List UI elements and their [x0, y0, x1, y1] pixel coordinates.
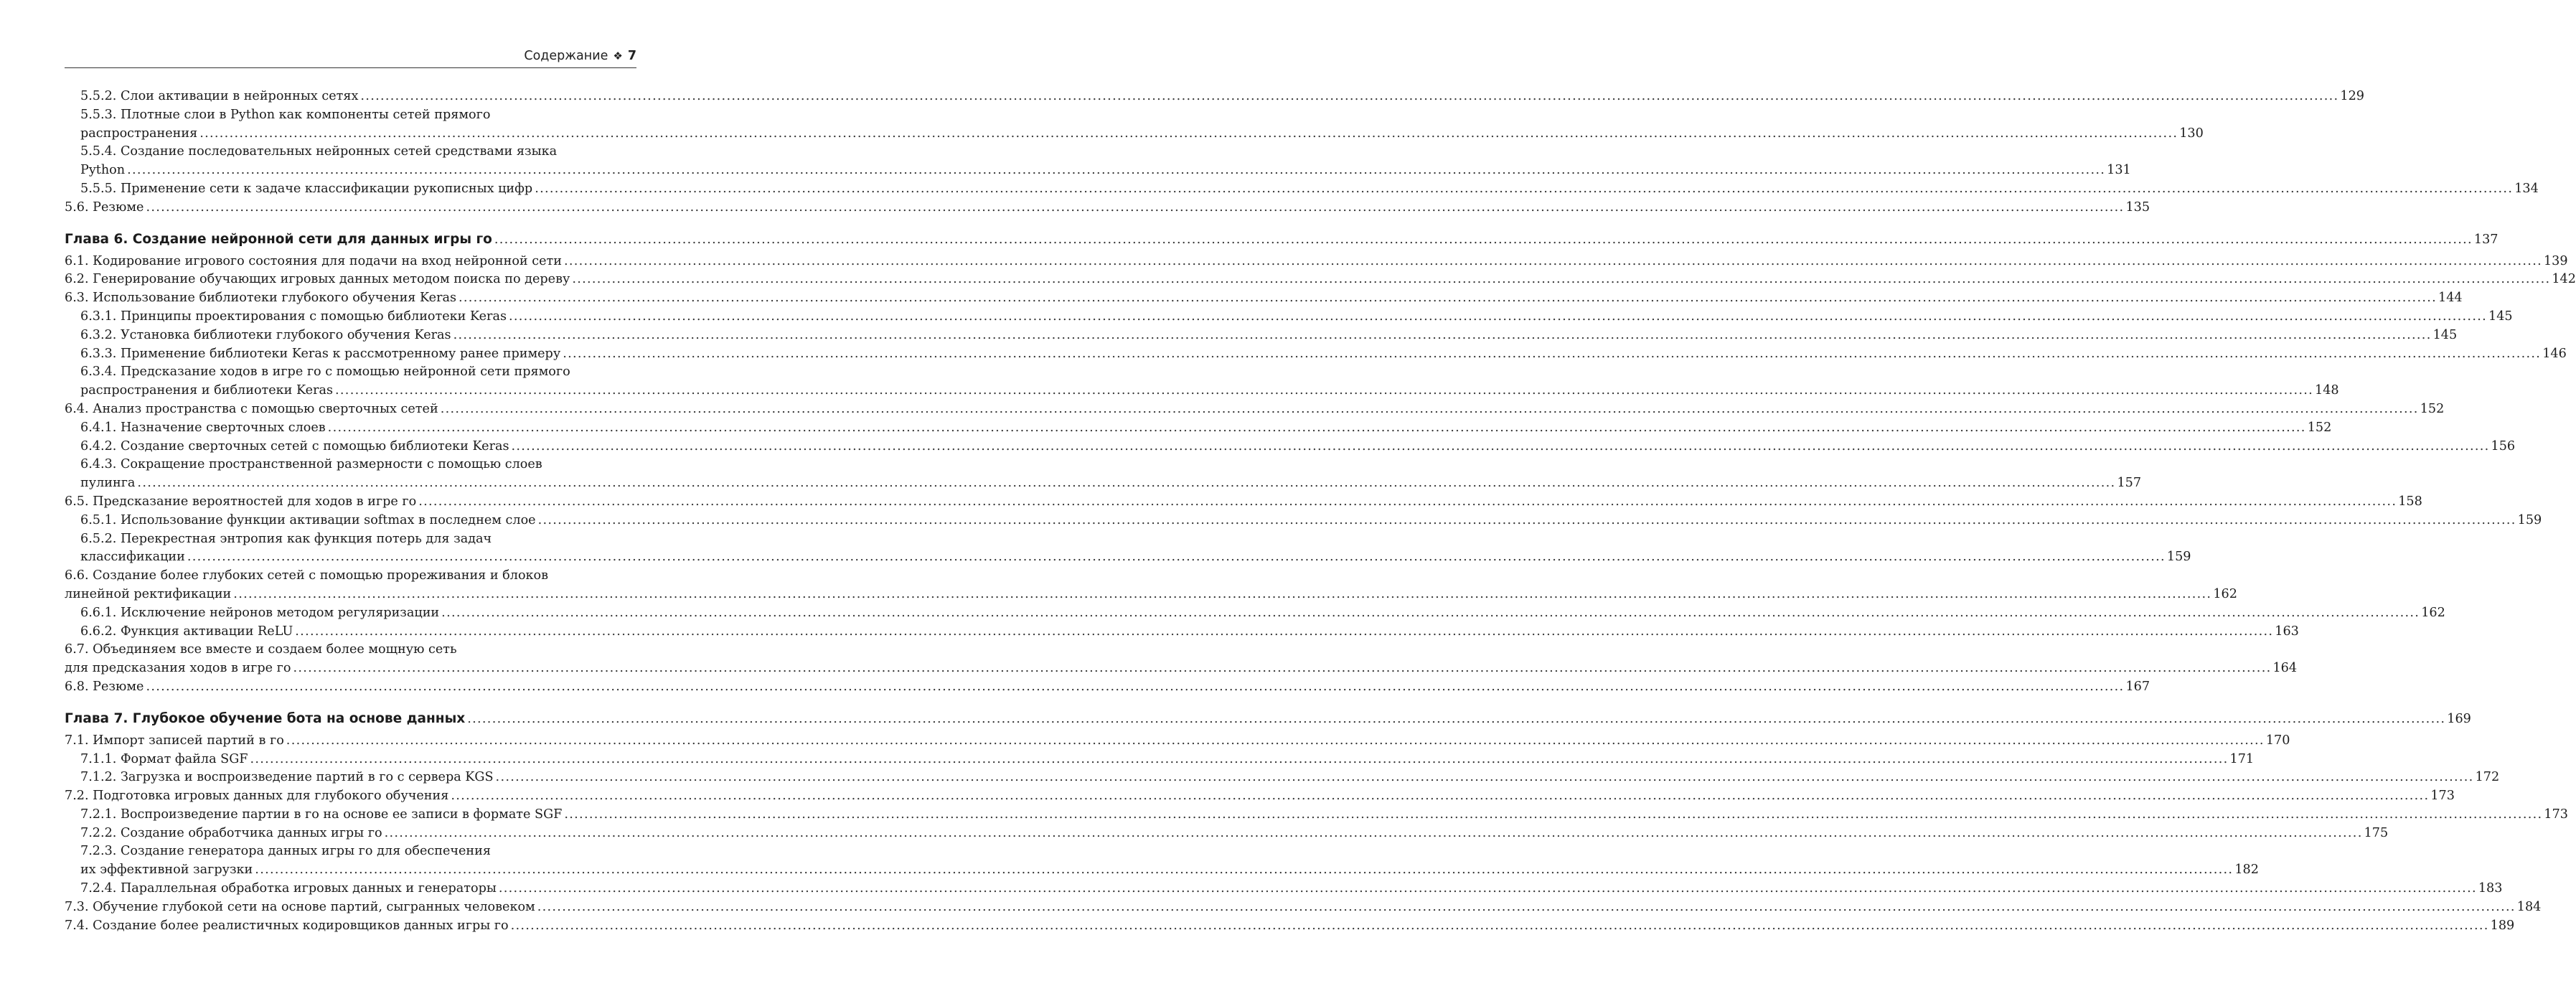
toc-page-number: 167 — [2125, 679, 2150, 694]
dot-leader: ................................................................................................................................................................................................................................................................................................................................................................................................................ — [494, 232, 2473, 247]
toc-page-number: 146 — [2542, 346, 2567, 361]
toc-entry[interactable] — [65, 400, 2445, 419]
dot-leader: ................................................................................................................................................................................................................................................................................................................................................................................................................ — [250, 751, 2229, 766]
toc-page-number: 163 — [2275, 624, 2299, 639]
toc-page-number: 173 — [2430, 789, 2455, 804]
toc-entry-title: пулинга — [80, 476, 136, 491]
dot-leader: ................................................................................................................................................................................................................................................................................................................................................................................................................ — [295, 624, 2274, 639]
toc-page-number: 183 — [2478, 881, 2503, 896]
toc-entry-title-line: 6.3.4. Предсказание ходов в игре го с помощью нейронной сети прямого — [80, 365, 570, 380]
dot-leader: ................................................................................................................................................................................................................................................................................................................................................................................................................ — [563, 253, 2542, 268]
toc-entry[interactable] — [65, 530, 2191, 568]
toc-entry-title: 6.4. Анализ пространства с помощью сверточных сетей — [65, 401, 438, 416]
toc-entry[interactable] — [65, 419, 2332, 438]
toc-entry[interactable] — [65, 326, 2458, 345]
dot-leader: ................................................................................................................................................................................................................................................................................................................................................................................................................ — [563, 346, 2542, 361]
toc-entry-title: 6.5. Предсказание вероятностей для ходов в игре го — [65, 494, 417, 509]
toc-entry[interactable] — [65, 180, 2539, 199]
toc-entry[interactable] — [65, 842, 2259, 880]
toc-entry-title: распространения и библиотеки Keras — [80, 383, 334, 398]
toc-entry-title: 6.3. Использование библиотеки глубокого обучения Keras — [65, 291, 456, 306]
toc-entry[interactable] — [65, 787, 2455, 806]
toc-entry-title-line: 6.7. Объединяем все вместе и создаем более мощную сеть — [65, 642, 457, 657]
toc-entry-title: 5.5.5. Применение сети к задаче классификации рукописных цифр — [80, 181, 533, 196]
dot-leader: ................................................................................................................................................................................................................................................................................................................................................................................................................ — [511, 438, 2490, 454]
dot-leader: ................................................................................................................................................................................................................................................................................................................................................................................................................ — [137, 476, 2116, 491]
dot-leader: ................................................................................................................................................................................................................................................................................................................................................................................................................ — [418, 494, 2397, 509]
toc-page-number: 135 — [2125, 199, 2150, 215]
dot-leader: ................................................................................................................................................................................................................................................................................................................................................................................................................ — [510, 918, 2489, 933]
dot-leader: ................................................................................................................................................................................................................................................................................................................................................................................................................ — [441, 605, 2420, 620]
toc-entry-title: 7.2.4. Параллельная обработка игровых данных и генераторы — [80, 881, 497, 896]
toc-entry-title: Python — [80, 163, 126, 178]
dot-leader: ................................................................................................................................................................................................................................................................................................................................................................................................................ — [535, 181, 2514, 196]
toc-entry[interactable] — [65, 898, 2542, 917]
toc-page-number: 145 — [2488, 309, 2513, 324]
dot-leader: ................................................................................................................................................................................................................................................................................................................................................................................................................ — [564, 807, 2543, 822]
toc-entry-title: Глава 6. Создание нейронной сети для данных игры го — [65, 231, 492, 247]
dot-leader: ................................................................................................................................................................................................................................................................................................................................................................................................................ — [451, 789, 2430, 804]
toc-page-number: 156 — [2491, 438, 2516, 454]
toc-page-number: 175 — [2364, 825, 2389, 840]
toc-page-number: 142 — [2552, 272, 2576, 287]
dot-leader: ................................................................................................................................................................................................................................................................................................................................................................................................................ — [459, 291, 2438, 306]
dot-leader: ................................................................................................................................................................................................................................................................................................................................................................................................................ — [498, 881, 2477, 896]
toc-page-number: 169 — [2447, 711, 2471, 726]
dot-leader: ................................................................................................................................................................................................................................................................................................................................................................................................................ — [293, 661, 2272, 676]
toc-entry[interactable] — [65, 512, 2542, 530]
toc-page-number: 170 — [2265, 733, 2290, 748]
dot-leader: ................................................................................................................................................................................................................................................................................................................................................................................................................ — [467, 711, 2446, 726]
toc-page-number: 189 — [2490, 918, 2515, 933]
table-of-contents — [65, 88, 2576, 935]
toc-entry-title-line: 6.5.2. Перекрестная энтропия как функция потерь для задач — [80, 531, 492, 546]
toc-page-number: 159 — [2517, 512, 2542, 527]
toc-page-number: 152 — [2420, 401, 2445, 416]
toc-entry-title: 7.2. Подготовка игровых данных для глубокого обучения — [65, 789, 449, 804]
dot-leader: ................................................................................................................................................................................................................................................................................................................................................................................................................ — [187, 550, 2166, 565]
toc-page-number: 182 — [2234, 863, 2259, 878]
toc-entry-title-line: 5.5.3. Плотные слои в Python как компоненты сетей прямого — [80, 107, 491, 122]
toc-page-number: 162 — [2213, 586, 2237, 601]
toc-entry-title: 7.4. Создание более реалистичных кодировщиков данных игры го — [65, 918, 509, 933]
dot-leader: ................................................................................................................................................................................................................................................................................................................................................................................................................ — [537, 512, 2516, 527]
toc-entry-title: 7.2.1. Воспроизведение партии в го на основе ее записи в формате SGF — [80, 807, 563, 822]
toc-page-number: 162 — [2421, 605, 2445, 620]
dot-leader: ................................................................................................................................................................................................................................................................................................................................................................................................................ — [453, 327, 2432, 342]
toc-entry[interactable] — [65, 806, 2568, 824]
toc-entry-title: 6.3.1. Принципы проектирования с помощью библиотеки Keras — [80, 309, 507, 324]
toc-entry-title: 6.6.2. Функция активации ReLU — [80, 624, 293, 639]
toc-entry-title: линейной ректификации — [65, 586, 232, 601]
toc-entry[interactable] — [65, 769, 2500, 787]
dot-leader: ................................................................................................................................................................................................................................................................................................................................................................................................................ — [127, 163, 2106, 178]
dot-leader: ................................................................................................................................................................................................................................................................................................................................................................................................................ — [146, 679, 2125, 694]
toc-entry-title: 7.3. Обучение глубокой сети на основе партий, сыгранных человеком — [65, 899, 535, 914]
dot-leader: ................................................................................................................................................................................................................................................................................................................................................................................................................ — [255, 863, 2234, 878]
book-page — [65, 0, 2576, 996]
toc-page-number: 157 — [2117, 476, 2142, 491]
toc-chapter-entry[interactable] — [65, 230, 2499, 249]
toc-entry-title-line: 6.6. Создание более глубоких сетей с помощью прореживания и блоков — [65, 568, 549, 583]
toc-entry-title: 7.1. Импорт записей партий в го — [65, 733, 284, 748]
header-page-number: 7 — [627, 49, 636, 63]
toc-entry[interactable] — [65, 289, 2463, 308]
toc-entry[interactable] — [65, 824, 2389, 843]
toc-entry-title: 5.5.2. Слои активации в нейронных сетях — [80, 89, 359, 103]
toc-entry[interactable] — [65, 345, 2567, 364]
toc-entry-title: 6.5.1. Использование функции активации softmax в последнем слое — [80, 512, 536, 527]
toc-page-number: 171 — [2229, 751, 2255, 766]
toc-entry[interactable] — [65, 271, 2576, 289]
toc-entry[interactable] — [65, 678, 2150, 697]
toc-entry-title: 6.4.1. Назначение сверточных слоев — [80, 420, 326, 435]
toc-page-number: 172 — [2475, 770, 2500, 785]
dot-leader: ................................................................................................................................................................................................................................................................................................................................................................................................................ — [286, 733, 2265, 748]
toc-entry[interactable] — [65, 456, 2142, 493]
toc-entry-title-line: 6.4.3. Сокращение пространственной размерности с помощью слоев — [80, 457, 542, 472]
toc-page-number: 137 — [2473, 232, 2499, 247]
toc-page-number: 159 — [2166, 550, 2191, 565]
toc-page-number: 139 — [2543, 253, 2568, 268]
toc-page-number: 152 — [2307, 420, 2332, 435]
toc-entry[interactable] — [65, 199, 2150, 217]
dot-leader: ................................................................................................................................................................................................................................................................................................................................................................................................................ — [146, 199, 2125, 215]
toc-entry[interactable] — [65, 106, 2204, 144]
dot-leader: ................................................................................................................................................................................................................................................................................................................................................................................................................ — [335, 383, 2314, 398]
toc-entry[interactable] — [65, 308, 2513, 326]
dot-leader: ................................................................................................................................................................................................................................................................................................................................................................................................................ — [537, 899, 2516, 914]
toc-page-number: 131 — [2107, 163, 2131, 178]
toc-page-number: 130 — [2179, 126, 2204, 141]
toc-entry-title: 6.6.1. Исключение нейронов методом регуляризации — [80, 605, 440, 620]
toc-entry-title: 6.8. Резюме — [65, 679, 144, 694]
toc-entry[interactable] — [65, 880, 2503, 898]
dot-leader: ................................................................................................................................................................................................................................................................................................................................................................................................................ — [327, 420, 2306, 435]
dot-leader: ................................................................................................................................................................................................................................................................................................................................................................................................................ — [233, 586, 2212, 601]
toc-entry[interactable] — [65, 751, 2255, 769]
toc-page-number: 134 — [2514, 181, 2539, 196]
toc-entry[interactable] — [65, 732, 2290, 751]
toc-entry[interactable] — [65, 567, 2237, 604]
toc-entry[interactable] — [65, 438, 2516, 456]
dot-leader: ................................................................................................................................................................................................................................................................................................................................................................................................................ — [495, 770, 2474, 785]
toc-entry-title: 7.1.2. Загрузка и воспроизведение партий в го с сервера KGS — [80, 770, 494, 785]
header-title: Содержание — [524, 49, 608, 63]
toc-entry-title: 6.3.3. Применение библиотеки Keras к рассмотренному ранее примеру — [80, 346, 561, 361]
toc-entry[interactable] — [65, 604, 2445, 623]
toc-page-number: 145 — [2432, 327, 2458, 342]
toc-page-number: 173 — [2544, 807, 2568, 822]
dot-leader: ................................................................................................................................................................................................................................................................................................................................................................................................................ — [508, 309, 2487, 324]
dot-leader: ................................................................................................................................................................................................................................................................................................................................................................................................................ — [572, 272, 2551, 287]
toc-entry[interactable] — [65, 253, 2568, 271]
toc-entry-title: 6.3.2. Установка библиотеки глубокого обучения Keras — [80, 327, 451, 342]
toc-page-number: 148 — [2315, 383, 2339, 398]
toc-entry-title: их эффективной загрузки — [80, 863, 253, 878]
toc-page-number: 144 — [2438, 291, 2463, 306]
toc-entry[interactable] — [65, 493, 2422, 512]
dot-leader: ................................................................................................................................................................................................................................................................................................................................................................................................................ — [199, 126, 2178, 141]
toc-page-number: 158 — [2398, 494, 2422, 509]
toc-entry[interactable] — [65, 143, 2131, 180]
toc-entry-title-line: 5.5.4. Создание последовательных нейронных сетей средствами языка — [80, 144, 558, 159]
dot-leader: ................................................................................................................................................................................................................................................................................................................................................................................................................ — [360, 89, 2339, 103]
running-header — [65, 49, 636, 68]
dot-leader: ................................................................................................................................................................................................................................................................................................................................................................................................................ — [440, 401, 2419, 416]
toc-entry-title: 7.2.2. Создание обработчика данных игры го — [80, 825, 382, 840]
toc-entry-title: 5.6. Резюме — [65, 199, 144, 215]
toc-page-number: 164 — [2272, 661, 2298, 676]
toc-entry[interactable] — [65, 641, 2298, 678]
toc-entry[interactable] — [65, 623, 2299, 642]
toc-entry-title: 7.1.1. Формат файла SGF — [80, 751, 248, 766]
dot-leader: ................................................................................................................................................................................................................................................................................................................................................................................................................ — [384, 825, 2363, 840]
toc-chapter-entry[interactable] — [65, 710, 2471, 728]
toc-entry-title: 6.1. Кодирование игрового состояния для подачи на вход нейронной сети — [65, 253, 562, 268]
toc-entry[interactable] — [65, 88, 2365, 106]
toc-entry-title: распространения — [80, 126, 198, 141]
toc-page-number: 184 — [2516, 899, 2542, 914]
toc-entry-title: 6.2. Генерирование обучающих игровых данных методом поиска по дереву — [65, 272, 570, 287]
toc-page-number: 129 — [2340, 89, 2365, 103]
header-ornament-icon: ❖ — [613, 50, 623, 62]
toc-entry-title: для предсказания ходов в игре го — [65, 661, 291, 676]
toc-entry-title: классификации — [80, 550, 185, 565]
toc-entry[interactable] — [65, 363, 2339, 400]
toc-entry-title: 6.4.2. Создание сверточных сетей с помощью библиотеки Keras — [80, 438, 509, 454]
toc-entry[interactable] — [65, 917, 2515, 936]
toc-entry-title-line: 7.2.3. Создание генератора данных игры го для обеспечения — [80, 844, 491, 859]
toc-entry-title: Глава 7. Глубокое обучение бота на основе данных — [65, 710, 466, 726]
